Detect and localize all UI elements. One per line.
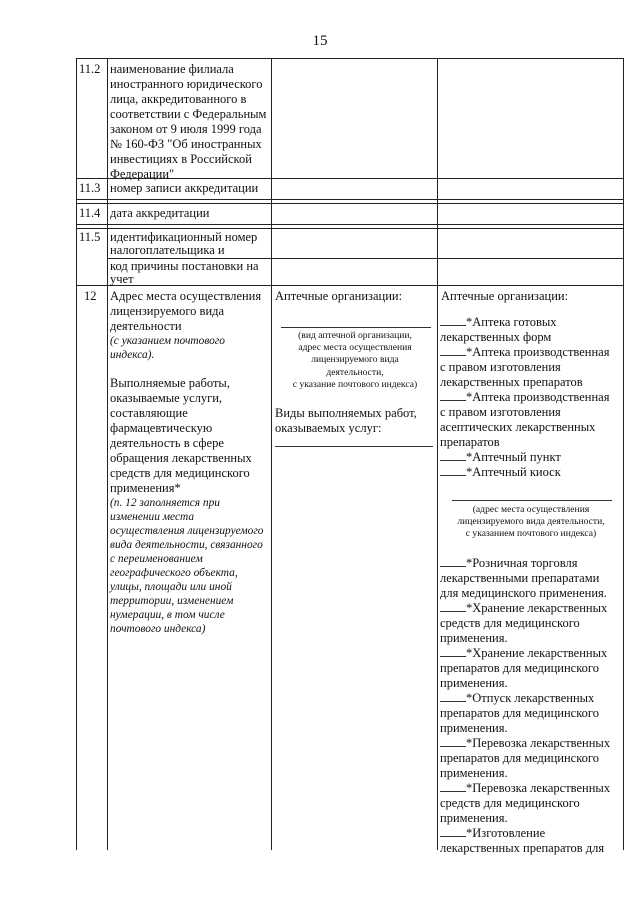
row-sep xyxy=(76,199,624,200)
row-number: 11.4 xyxy=(79,206,101,220)
fill-line xyxy=(275,446,433,447)
col-divider-num xyxy=(107,58,108,850)
row-label: дата аккредитации xyxy=(110,206,210,220)
col2-title: Аптечные организации: xyxy=(275,289,403,303)
col3-title: Аптечные организации: xyxy=(441,289,569,303)
row-number: 11.3 xyxy=(79,181,101,195)
table-border-left xyxy=(76,58,77,850)
row-label: наименование филиала иностранного юридического лица, аккредитованного в соответствии с Федеральным законом от 9 июля 1999 года № 160-ФЗ "Об иностранных инвестициях в Российской Федерации" xyxy=(110,62,267,181)
col-divider-2 xyxy=(437,58,438,850)
col3-services: *Розничная торговля лекарственными препаратами для медицинского применения. *Хранение лекарственных средств для медицинского применения. *Хранение лекарственных препаратов для медицинского применения. *Отпуск лекарственных препаратов для медицинского применения. *Перевозка лекарственных препаратов для медицинского применения. *Перевозка лекарственных средств для медицинского применения. *Изготовление лекарственных препаратов для xyxy=(440,556,611,855)
col2-title2: оказываемых услуг: xyxy=(275,421,382,435)
row-number: 11.5 xyxy=(79,230,101,244)
col2-caption: (вид аптечной организации, адрес места осуществления лицензируемого вида деятельности, с указание почтового индекса) xyxy=(292,330,418,390)
row-sep xyxy=(76,285,624,286)
row-sep xyxy=(76,228,624,229)
page-number: 15 xyxy=(312,33,328,49)
table-border-right xyxy=(623,58,624,850)
col-divider-1 xyxy=(271,58,272,850)
row-number: 11.2 xyxy=(79,62,101,76)
col2-title2: Виды выполняемых работ, xyxy=(275,406,417,420)
table-border-top xyxy=(76,58,624,59)
row-label: код причины постановки на xyxy=(110,259,259,273)
row-label: учет xyxy=(110,272,134,286)
fill-line xyxy=(452,500,612,501)
row12-col1: Адрес места осуществления лицензируемого вида деятельности (с указанием почтового индекса). Выполняемые работы, оказываемые услуги, составляющие фармацевтическую деятельность в сфере обращения лекарственных средств для медицинского применения* (п. 12 заполняется при изменении места осуществления лицензируемого вида деятельности, связанного с переименованием географического объекта, улицы, площади или иной территории, изменением нумерации, в том числе почтового индекса) xyxy=(110,289,264,635)
col3-list: *Аптека готовых лекарственных форм *Аптека производственная с правом изготовления лекарственных препаратов *Аптека производственная с правом изготовления асептических лекарственных препаратов *Аптечный пункт *Аптечный киоск xyxy=(440,315,610,479)
row-label: идентификационный номер xyxy=(110,230,258,244)
row-label: номер записи аккредитации xyxy=(110,181,259,195)
row-sep xyxy=(76,224,624,225)
col3-caption: (адрес места осуществления лицензируемого вида деятельности, с указанием почтового индекса) xyxy=(457,504,605,540)
fill-line xyxy=(281,327,431,328)
row-number: 12 xyxy=(84,289,97,303)
row-sep xyxy=(76,203,624,204)
row-label: налогоплательщика и xyxy=(110,243,225,257)
